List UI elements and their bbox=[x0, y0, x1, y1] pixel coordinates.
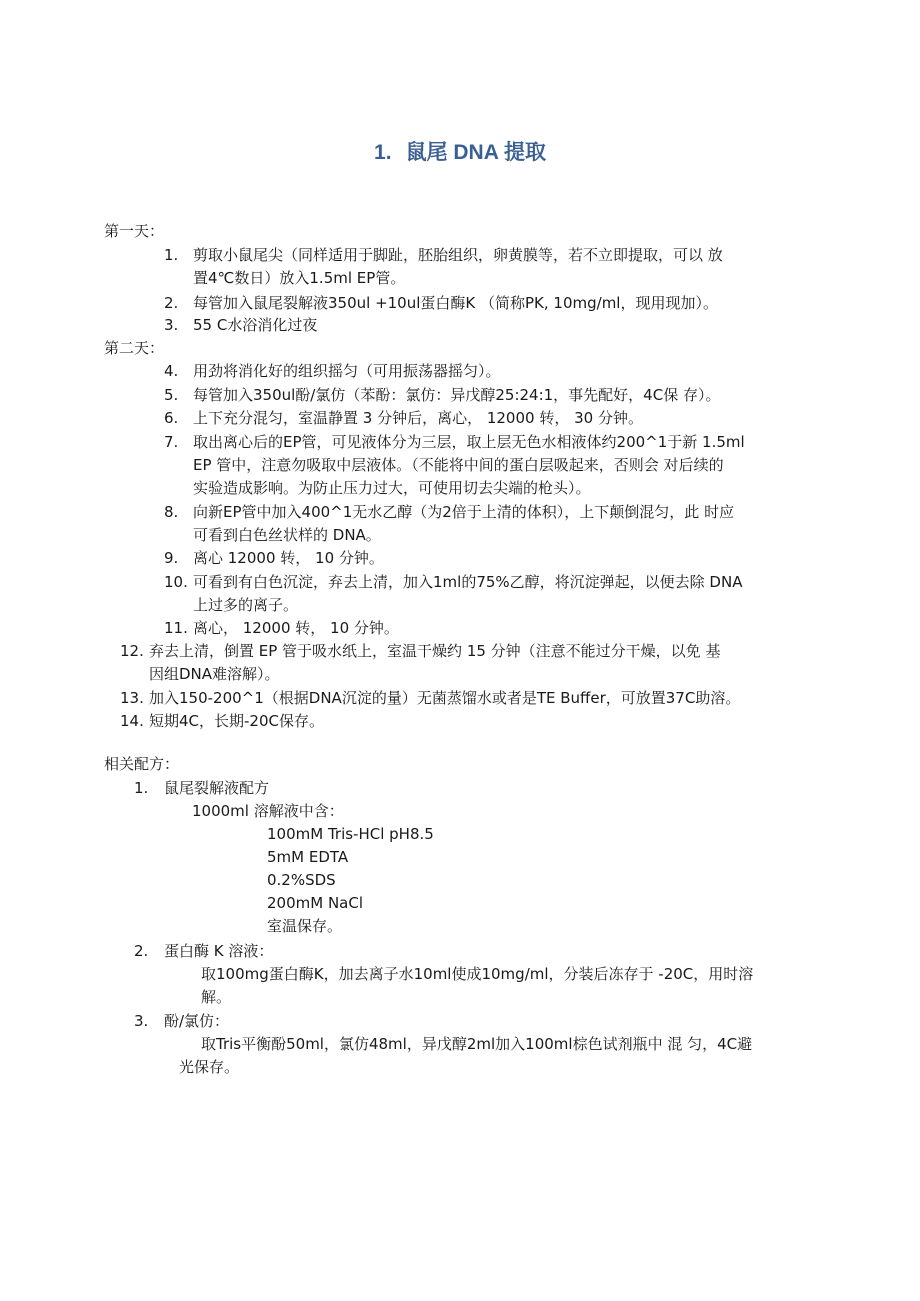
step-text bbox=[193, 617, 399, 640]
recipe-line: 取100mg蛋白酶K，加去离子水10ml使成10mg/ml，分装后冻存于 -20C，用时溶 bbox=[201, 965, 754, 983]
recipe-name: 蛋白酶 K 溶液： bbox=[164, 942, 274, 960]
step-line: 离心 12000 转， 10 分钟。 bbox=[193, 549, 384, 567]
recipe-name: 酚/氯仿： bbox=[164, 1012, 230, 1030]
step-line: 取出离心后的EP管，可见液体分为三层，取上层无色水相液体约200^1于新 1.5ml bbox=[193, 433, 745, 451]
step-line: 用劲将消化好的组织摇匀（可用振荡器摇匀）。 bbox=[193, 362, 501, 380]
step-text bbox=[193, 244, 723, 290]
step-text bbox=[193, 384, 720, 407]
step-text bbox=[193, 501, 734, 547]
day2-heading: 第二天： bbox=[104, 339, 165, 357]
step-number: 12. bbox=[120, 642, 144, 660]
step-text bbox=[149, 687, 740, 710]
step-line: EP 管中，注意勿吸取中层液体。（不能将中间的蛋白层吸起来，否则会 对后续的 bbox=[193, 456, 724, 474]
step-text bbox=[149, 710, 324, 733]
recipe-number: 2. bbox=[134, 942, 149, 960]
step-line: 实验造成影响。为防止压力过大，可使用切去尖端的枪头）。 bbox=[193, 479, 591, 497]
step-number: 6. bbox=[164, 409, 179, 427]
step-line: 置4℃数日）放入1.5ml EP管。 bbox=[193, 269, 406, 287]
component-line: 200mM NaCl bbox=[267, 894, 364, 912]
step-text bbox=[193, 431, 745, 500]
recipe-line: 取Tris平衡酚50ml，氯仿48ml，异戊醇2ml加入100ml棕色试剂瓶中 混 匀，4C避 bbox=[201, 1035, 753, 1053]
step-line: 弃去上清，倒置 EP 管于吸水纸上，室温干燥约 15 分钟（注意不能过分干燥，以免 基 bbox=[149, 642, 721, 660]
step-number: 7. bbox=[164, 433, 179, 451]
step-number: 4. bbox=[164, 362, 179, 380]
step-number: 13. bbox=[120, 689, 144, 707]
component-line: 5mM EDTA bbox=[267, 848, 349, 866]
recipe-line: 解。 bbox=[201, 988, 232, 1006]
step-number: 14. bbox=[120, 712, 144, 730]
step-text bbox=[149, 640, 720, 686]
recipe-text bbox=[201, 963, 753, 1009]
recipe-number: 1. bbox=[134, 779, 149, 797]
step-text bbox=[193, 292, 718, 315]
step-line: 每管加入鼠尾裂解液350ul +10ul蛋白酶K （简称PK, 10mg/ml，现用现加）。 bbox=[193, 294, 718, 312]
step-number: 1. bbox=[164, 246, 179, 264]
step-number: 3. bbox=[164, 316, 179, 334]
page-title bbox=[0, 138, 920, 168]
step-line: 向新EP管中加入400^1无水乙醇（为2倍于上清的体积），上下颠倒混匀，此 时应 bbox=[193, 503, 735, 521]
step-number: 2. bbox=[164, 294, 179, 312]
step-text bbox=[193, 571, 742, 617]
step-number: 5. bbox=[164, 386, 179, 404]
step-line: 每管加入350ul酚/氯仿（苯酚：氯仿：异戊醇25:24:1，事先配好，4C保 存）。 bbox=[193, 386, 721, 404]
recipe-subheading: 1000ml 溶解液中含： bbox=[192, 802, 344, 820]
recipe-line: 光保存。 bbox=[179, 1058, 240, 1076]
step-text bbox=[193, 360, 501, 383]
component-line: 100mM Tris-HCl pH8.5 bbox=[267, 825, 434, 843]
step-line: 短期4C，长期-20C保存。 bbox=[149, 712, 324, 730]
step-line: 可看到有白色沉淀，弃去上清，加入1ml的75%乙醇，将沉淀弹起，以便去除 DNA bbox=[193, 573, 743, 591]
step-line: 可看到白色丝状样的 DNA。 bbox=[193, 526, 381, 544]
step-number: 9. bbox=[164, 549, 179, 567]
step-text bbox=[193, 407, 643, 430]
step-text bbox=[193, 547, 384, 570]
recipe-name: 鼠尾裂解液配方 bbox=[164, 779, 270, 797]
step-number: 10. bbox=[164, 573, 188, 591]
day1-heading: 第一天： bbox=[104, 222, 165, 240]
step-number: 8. bbox=[164, 503, 179, 521]
step-line: 剪取小鼠尾尖（同样适用于脚趾，胚胎组织，卵黄膜等，若不立即提取，可以 放 bbox=[193, 246, 723, 264]
recipe-components bbox=[267, 823, 434, 938]
component-line: 室温保存。 bbox=[267, 917, 343, 935]
step-line: 因组DNA难溶解）。 bbox=[149, 665, 280, 683]
recipes-heading: 相关配方： bbox=[104, 755, 180, 773]
title-text: 鼠尾 DNA 提取 bbox=[405, 141, 546, 164]
step-text bbox=[193, 314, 317, 337]
step-line: 上过多的离子。 bbox=[193, 596, 299, 614]
component-line: 0.2%SDS bbox=[267, 871, 336, 889]
title-number: 1. bbox=[374, 141, 392, 164]
step-line: 55 C水浴消化过夜 bbox=[193, 316, 318, 334]
step-line: 上下充分混匀，室温静置 3 分钟后，离心， 12000 转， 30 分钟。 bbox=[193, 409, 643, 427]
step-number: 11. bbox=[164, 619, 188, 637]
step-line: 离心， 12000 转， 10 分钟。 bbox=[193, 619, 399, 637]
recipe-number: 3. bbox=[134, 1012, 149, 1030]
step-line: 加入150-200^1（根据DNA沉淀的量）无菌蒸馏水或者是TE Buffer，可放置37C助溶。 bbox=[149, 689, 741, 707]
